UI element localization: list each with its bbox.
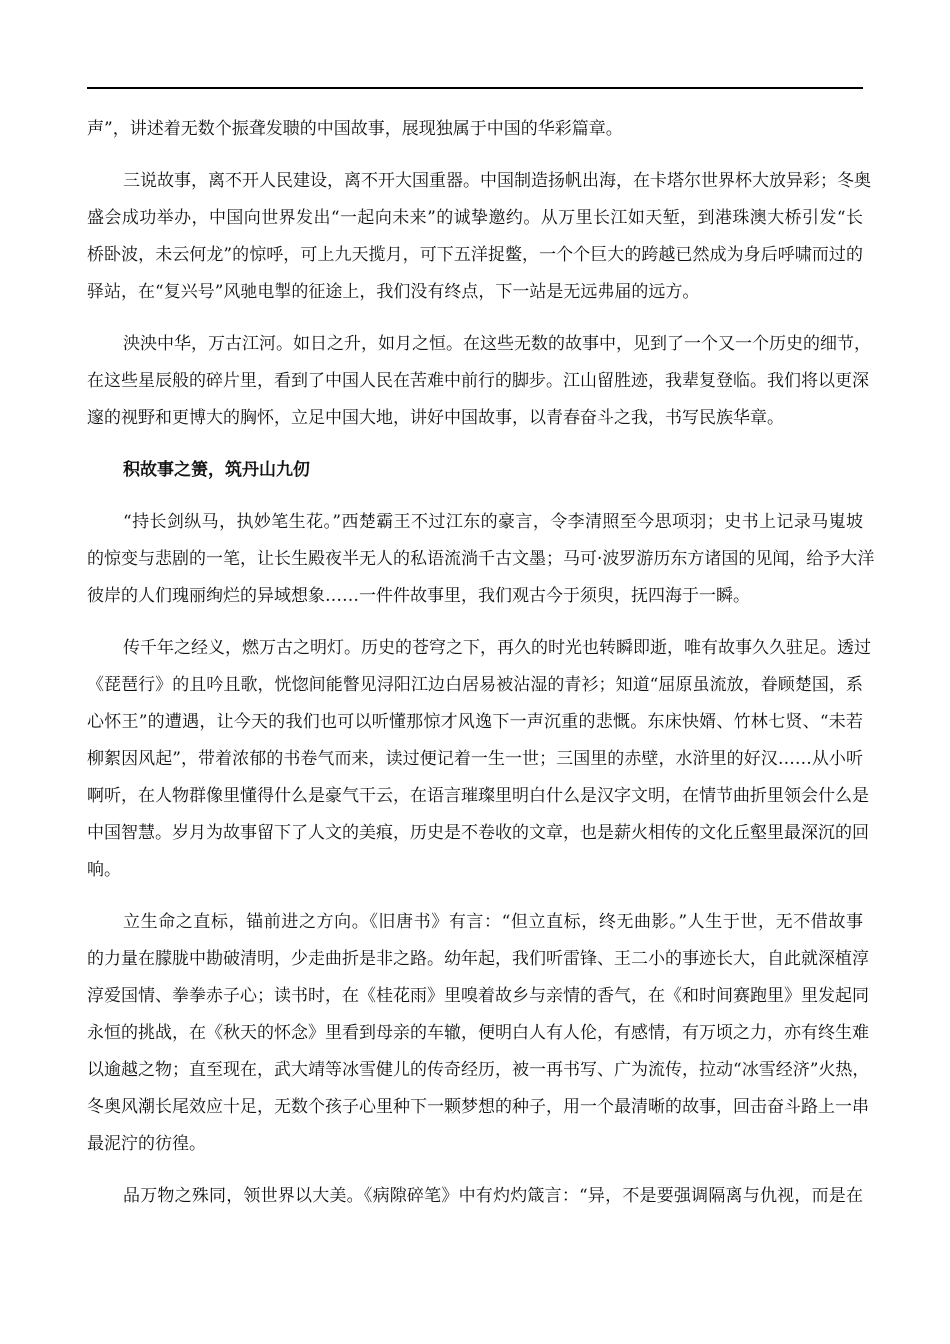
text-line: 驿站，在“复兴号”风驰电掣的征途上，我们没有终点，下一站是无远弗届的远方。 [87,282,700,302]
text-line: 立生命之直标，锚前进之方向。《旧唐书》有言：“但立直标，终无曲影。”人生于世，无不借故事 [123,912,863,932]
text-line: 《琵琶行》的且吟且歌，恍惚间能瞥见浔阳江边白居易被沾湿的青衫；知道“屈原虽流放，眷顾楚国，系 [87,675,863,695]
text-line: 柳絮因风起”，带着浓郁的书卷气而来，读过便记着一生一世；三国里的赤壁，水浒里的好汉……从小听 [87,749,863,769]
paragraph [87,326,871,437]
text-line: 淳爱国情、拳拳赤子心；读书时，在《桂花雨》里嗅着故乡与亲情的香气，在《和时间赛跑里》里发起同 [87,986,869,1006]
document-body [87,111,875,1230]
text-line: 桥卧波，未云何龙”的惊呼，可上九天揽月，可下五洋捉鳖，一个个巨大的跨越已然成为身后呼啸而过的 [87,245,863,265]
paragraph [87,904,870,1163]
text-line: 以逾越之物；直至现在，武大靖等冰雪健儿的传奇经历，被一再书写、广为流传，拉动“冰雪经济”火热， [87,1060,870,1080]
text-line: 三说故事，离不开人民建设，离不开大国重器。中国制造扬帆出海，在卡塔尔世界杯大放异彩；冬奥 [123,171,871,191]
text-line: 冬奥风潮长尾效应十足，无数个孩子心里种下一颗梦想的种子，用一个最清晰的故事，回击奋斗路上一串 [87,1097,869,1117]
text-line: 响。 [87,860,121,880]
text-line: 的力量在朦胧中勘破清明，少走曲折是非之路。幼年起，我们听雷锋、王二小的事迹长大，自此就深植淳 [87,949,869,969]
text-line: 最泥泞的彷徨。 [87,1134,206,1154]
heading-text: 积故事之箦，筑丹山九仞 [123,460,310,480]
text-line: 泱泱中华，万古江河。如日之升，如月之恒。在这些无数的故事中，见到了一个又一个历史的细节， [123,334,871,354]
header-rule [87,87,863,89]
text-line: 中国智慧。岁月为故事留下了人文的美痕，历史是不卷收的文章，也是薪火相传的文化丘壑里最深沉的回 [87,823,869,843]
text-line: “持长剑纵马，执妙笔生花。”西楚霸王不过江东的豪言，令李清照至今思项羽；史书上记录马嵬坡 [123,512,863,532]
text-line: 声”，讲述着无数个振聋发聩的中国故事，展现独属于中国的华彩篇章。 [87,119,623,139]
paragraph [87,163,871,311]
text-line: 品万物之殊同，领世界以大美。《病隙碎笔》中有灼灼箴言：“异，不是要强调隔离与仇视，而是在 [123,1186,863,1206]
text-line: 在这些星辰般的碎片里，看到了中国人民在苦难中前行的脚步。江山留胜迹，我辈复登临。我们将以更深 [87,371,869,391]
text-line: 彼岸的人们瑰丽绚烂的异域想象……一件件故事里，我们观古今于须臾，抚四海于一瞬。 [87,586,750,606]
text-line: 心怀王”的遭遇，让今天的我们也可以听懂那惊才风逸下一声沉重的悲慨。东床快婿、竹林七贤、“未若 [87,712,863,732]
section-heading [87,452,863,489]
paragraph [87,1178,863,1215]
paragraph [87,630,871,889]
text-line: 的惊变与悲剧的一笔，让长生殿夜半无人的私语流淌千古文墨；马可·波罗游历东方诸国的见闻，给予大洋 [87,549,875,569]
text-line: 传千年之经义，燃万古之明灯。历史的苍穹之下，再久的时光也转瞬即逝，唯有故事久久驻足。透过 [123,638,871,658]
text-line: 邃的视野和更博大的胸怀，立足中国大地，讲好中国故事，以青春奋斗之我，书写民族华章。 [87,408,784,428]
text-line: 啊听，在人物群像里懂得什么是豪气干云，在语言璀璨里明白什么是汉字文明，在情节曲折里领会什么是 [87,786,869,806]
text-line: 永恒的挑战，在《秋天的怀念》里看到母亲的车辙，便明白人有人伦，有感情，有万顷之力，亦有终生难 [87,1023,869,1043]
paragraph [87,504,875,615]
paragraph [87,111,863,148]
text-line: 盛会成功举办，中国向世界发出“一起向未来”的诚挚邀约。从万里长江如天堑，到港珠澳大桥引发“长 [87,208,863,228]
